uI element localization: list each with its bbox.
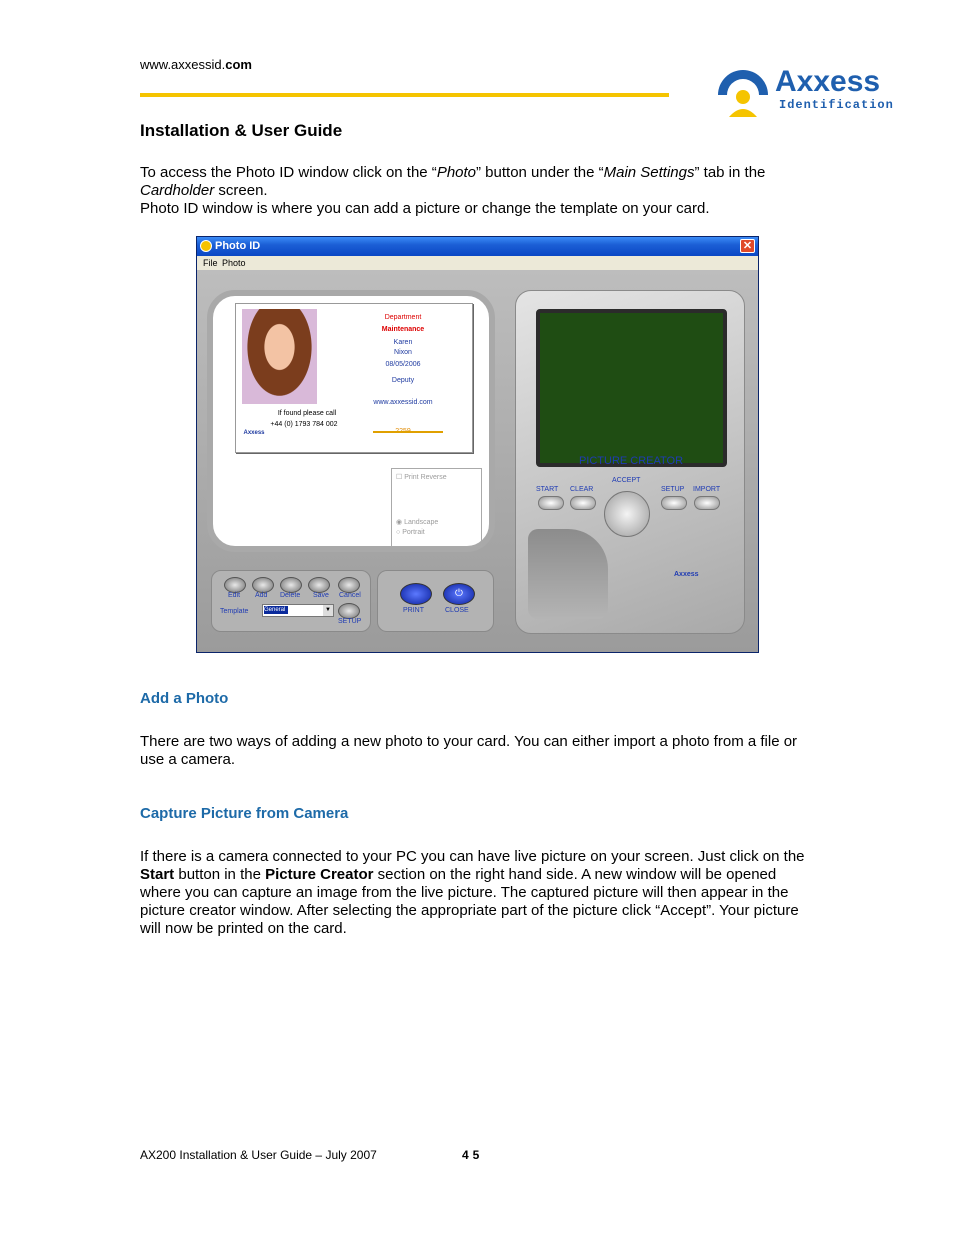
site-url: www.axxessid.com [140, 57, 252, 72]
record-controls [211, 570, 371, 632]
add-label: Add [255, 592, 268, 599]
chevron-down-icon[interactable]: ▼ [323, 605, 333, 616]
clear-button[interactable] [570, 496, 596, 510]
card-date: 08/05/2006 [385, 361, 421, 368]
start-button[interactable] [538, 496, 564, 510]
card-lost-text: If found please call [277, 410, 337, 417]
edit-button[interactable] [224, 577, 246, 593]
svg-text:Identification: Identification [779, 98, 893, 112]
page-number: 45 [462, 1148, 484, 1162]
print-label: PRINT [403, 607, 424, 614]
axxess-logo [713, 55, 893, 119]
start-label: START [536, 486, 559, 493]
card-website: www.axxessid.com [373, 399, 433, 406]
add-photo-heading: Add a Photo [140, 690, 229, 707]
menu-photo[interactable]: Photo [222, 258, 246, 268]
import-label: IMPORT [693, 486, 721, 493]
accept-label: ACCEPT [612, 477, 641, 484]
app-icon [200, 240, 212, 252]
save-label: Save [313, 592, 329, 599]
close-label: CLOSE [445, 607, 469, 614]
delete-button[interactable] [280, 577, 302, 593]
accept-button[interactable] [604, 491, 650, 537]
picture-creator [515, 290, 745, 634]
header-rule [140, 93, 669, 97]
footer-text: AX200 Installation & User Guide – July 2007 [140, 1148, 377, 1162]
cardholder-photo[interactable] [242, 309, 317, 404]
template-select[interactable] [262, 604, 334, 617]
camera-grip [528, 529, 608, 619]
card-logo: Axxess [243, 430, 265, 436]
id-card [235, 303, 473, 453]
add-photo-paragraph: There are two ways of adding a new photo to your card. You can either import a photo from a file or use a camera. [140, 733, 798, 768]
save-button[interactable] [308, 577, 330, 593]
card-phone: +44 (0) 1793 784 002 [270, 421, 338, 428]
svg-text:Axxess: Axxess [775, 65, 881, 98]
add-button[interactable] [252, 577, 274, 593]
window-title: Photo ID [215, 240, 261, 252]
setup-label: SETUP [661, 486, 685, 493]
card-last-name: Nixon [394, 349, 412, 356]
clear-label: CLEAR [570, 486, 594, 493]
template-label: Template [220, 608, 249, 615]
print-panel [377, 570, 494, 632]
delete-label: Delete [280, 592, 301, 599]
photo-id-window [196, 236, 759, 653]
page-title: Installation & User Guide [140, 121, 343, 140]
card-first-name: Karen [393, 339, 413, 346]
power-icon[interactable]: ⏻ [443, 583, 475, 605]
camera-screen [536, 309, 727, 467]
capture-heading: Capture Picture from Camera [140, 805, 349, 822]
capture-paragraph: If there is a camera connected to your PC you can have live picture on your screen. Just click on the Start button in the Picture Creator section on the right hand side. A new window will be opened where you can capture an image from the live picture. The captured picture will then appear in the picture creator window. After selecting the appropriate part of the picture click “Accept”. Your picture will now be printed on the card. [140, 848, 805, 937]
print-options [391, 468, 482, 547]
template-setup-button[interactable] [338, 603, 360, 619]
window-titlebar [197, 237, 758, 256]
card-preview-panel [207, 290, 495, 552]
close-icon[interactable]: ✕ [740, 239, 755, 253]
landscape-radio[interactable]: ◉ Landscape [396, 519, 439, 526]
card-department-label: Department [384, 314, 422, 321]
picture-creator-label: PICTURE CREATOR [578, 455, 684, 467]
menu-file[interactable]: File [203, 258, 218, 268]
window-body [197, 270, 758, 652]
cancel-label: Cancel [339, 592, 361, 599]
intro-paragraph: To access the Photo ID window click on the “Photo” button under the “Main Settings” tab in the Cardholder screen. Photo ID window is where you can add a picture or change the template on your card. [140, 164, 766, 217]
camera-logo: Axxess [674, 571, 699, 578]
print-button[interactable] [400, 583, 432, 605]
setup-button[interactable] [661, 496, 687, 510]
menubar [197, 256, 758, 270]
card-department: Maintenance [381, 326, 425, 333]
import-button[interactable] [694, 496, 720, 510]
cancel-button[interactable] [338, 577, 360, 593]
card-role: Deputy [391, 377, 415, 384]
edit-label: Edit [228, 592, 241, 599]
portrait-radio[interactable]: ○ Portrait [396, 529, 425, 536]
template-setup-label: SETUP [338, 618, 362, 625]
template-value: General [264, 606, 288, 614]
print-reverse-checkbox[interactable]: ☐ Print Reverse [396, 474, 447, 481]
card-divider [373, 431, 443, 433]
